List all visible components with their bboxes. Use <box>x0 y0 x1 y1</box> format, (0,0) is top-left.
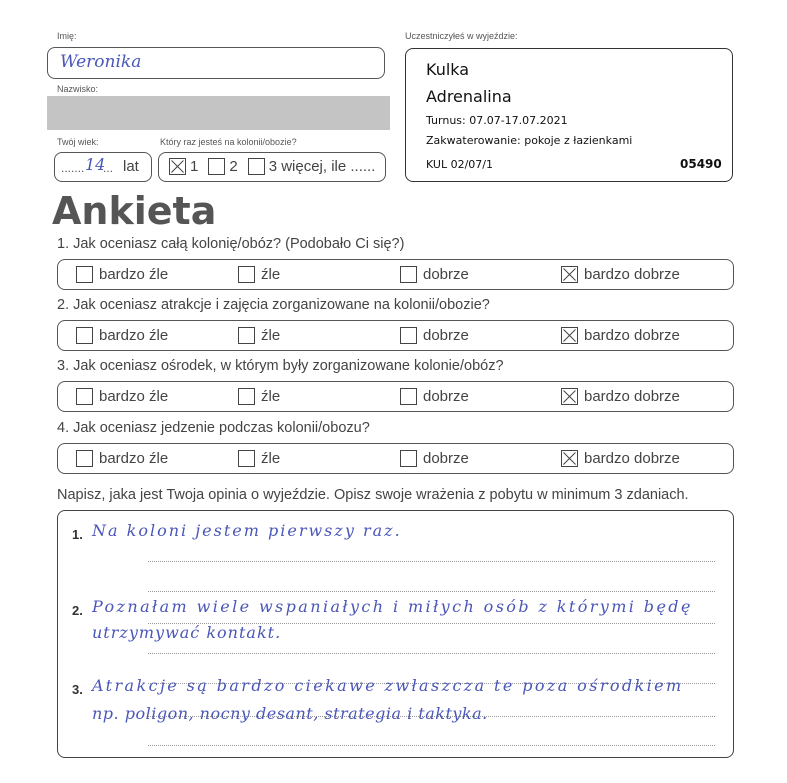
age-label: Twój wiek: <box>57 137 99 147</box>
dotted-line <box>148 745 715 746</box>
camp-code: KUL 02/07/1 <box>426 158 493 171</box>
opinion-sentence-2-line-2: utrzymywać kontakt. <box>92 623 282 642</box>
question-3-options <box>57 381 734 412</box>
camp-program: Adrenalina <box>426 87 512 106</box>
times-2-label: 2 <box>229 158 238 175</box>
times-1-label: 1 <box>190 158 199 175</box>
q3-bardzo-dobrze-label: bardzo dobrze <box>584 388 680 405</box>
age-field[interactable] <box>54 152 152 182</box>
q3-zle-checkbox[interactable] <box>238 388 255 405</box>
times-label: Który raz jesteś na kolonii/obozie? <box>160 137 297 147</box>
times-3-checkbox[interactable] <box>248 158 265 175</box>
dotted-line <box>148 591 715 592</box>
q3-bardzo-zle-checkbox[interactable] <box>76 388 93 405</box>
times-1-checkbox[interactable] <box>169 158 186 175</box>
dotted-line <box>148 561 715 562</box>
question-1-options <box>57 259 734 290</box>
q4-zle-label: źle <box>261 450 281 467</box>
q4-bardzo-dobrze-label: bardzo dobrze <box>584 450 680 467</box>
q2-dobrze-checkbox[interactable] <box>400 327 417 344</box>
opinion-sentence-2-line-1: Poznałam wiele wspaniałych i miłych osób z którymi będę <box>92 597 693 616</box>
camp-info-box <box>405 48 733 182</box>
q1-zle-label: źle <box>261 266 281 283</box>
q1-bardzo-dobrze-checkbox[interactable] <box>561 266 578 283</box>
age-unit: lat <box>123 158 139 175</box>
camp-turnus: Turnus: 07.07-17.07.2021 <box>426 114 568 127</box>
opinion-number-3: 3. <box>72 682 83 697</box>
question-2-text: 2. Jak oceniasz atrakcje i zajęcia zorganizowane na kolonii/obozie? <box>57 297 490 313</box>
q3-dobrze-checkbox[interactable] <box>400 388 417 405</box>
q4-bardzo-zle-checkbox[interactable] <box>76 450 93 467</box>
q1-zle-checkbox[interactable] <box>238 266 255 283</box>
age-dots-left: ....... <box>61 161 85 175</box>
q2-zle-checkbox[interactable] <box>238 327 255 344</box>
question-3-text: 3. Jak oceniasz ośrodek, w którym były zorganizowane kolonie/obóz? <box>57 358 504 374</box>
opinion-number-1: 1. <box>72 527 83 542</box>
opinion-sentence-1: Na koloni jestem pierwszy raz. <box>92 521 402 540</box>
survey-title: Ankieta <box>52 189 217 233</box>
q3-bardzo-zle-label: bardzo źle <box>99 388 169 405</box>
q1-dobrze-label: dobrze <box>423 266 469 283</box>
q4-bardzo-dobrze-checkbox[interactable] <box>561 450 578 467</box>
question-4-options <box>57 443 734 474</box>
camp-name: Kulka <box>426 60 470 79</box>
opinion-box[interactable] <box>57 510 734 758</box>
q1-bardzo-zle-label: bardzo źle <box>99 266 169 283</box>
q2-bardzo-zle-label: bardzo źle <box>99 327 169 344</box>
q2-bardzo-dobrze-label: bardzo dobrze <box>584 327 680 344</box>
last-name-label: Nazwisko: <box>57 84 99 94</box>
last-name-redacted <box>47 96 390 130</box>
q4-zle-checkbox[interactable] <box>238 450 255 467</box>
q3-zle-label: źle <box>261 388 281 405</box>
first-name-field[interactable] <box>47 47 385 79</box>
times-3-label: 3 więcej, ile ...... <box>268 158 376 175</box>
dotted-line <box>148 653 715 654</box>
q2-dobrze-label: dobrze <box>423 327 469 344</box>
age-value: 14 <box>85 155 106 174</box>
q4-dobrze-label: dobrze <box>423 450 469 467</box>
q2-bardzo-zle-checkbox[interactable] <box>76 327 93 344</box>
q3-dobrze-label: dobrze <box>423 388 469 405</box>
q4-bardzo-zle-label: bardzo źle <box>99 450 169 467</box>
camp-accommodation: Zakwaterowanie: pokoje z łazienkami <box>426 134 633 147</box>
q2-bardzo-dobrze-checkbox[interactable] <box>561 327 578 344</box>
opinion-number-2: 2. <box>72 603 83 618</box>
q3-bardzo-dobrze-checkbox[interactable] <box>561 388 578 405</box>
opinion-sentence-3-line-2: np. poligon, nocny desant, strategia i taktyka. <box>92 704 488 723</box>
q1-bardzo-zle-checkbox[interactable] <box>76 266 93 283</box>
opinion-sentence-3-line-1: Atrakcje są bardzo ciekawe zwłaszcza te poza ośrodkiem <box>92 676 684 695</box>
q1-dobrze-checkbox[interactable] <box>400 266 417 283</box>
first-name-value: Weronika <box>60 52 142 72</box>
first-name-label: Imię: <box>57 31 77 41</box>
age-dots-right: ... <box>103 161 114 175</box>
q4-dobrze-checkbox[interactable] <box>400 450 417 467</box>
camp-number: 05490 <box>680 157 722 171</box>
opinion-prompt: Napisz, jaka jest Twoja opinia o wyjeździe. Opisz swoje wrażenia z pobytu w minimum 3 zdaniach. <box>57 487 689 503</box>
participated-label: Uczestniczyłeś w wyjeździe: <box>405 31 518 41</box>
question-4-text: 4. Jak oceniasz jedzenie podczas kolonii/obozu? <box>57 420 370 436</box>
question-2-options <box>57 320 734 351</box>
question-1-text: 1. Jak oceniasz całą kolonię/obóz? (Podobało Ci się?) <box>57 236 405 252</box>
q1-bardzo-dobrze-label: bardzo dobrze <box>584 266 680 283</box>
times-field <box>158 152 386 182</box>
q2-zle-label: źle <box>261 327 281 344</box>
times-2-checkbox[interactable] <box>208 158 225 175</box>
